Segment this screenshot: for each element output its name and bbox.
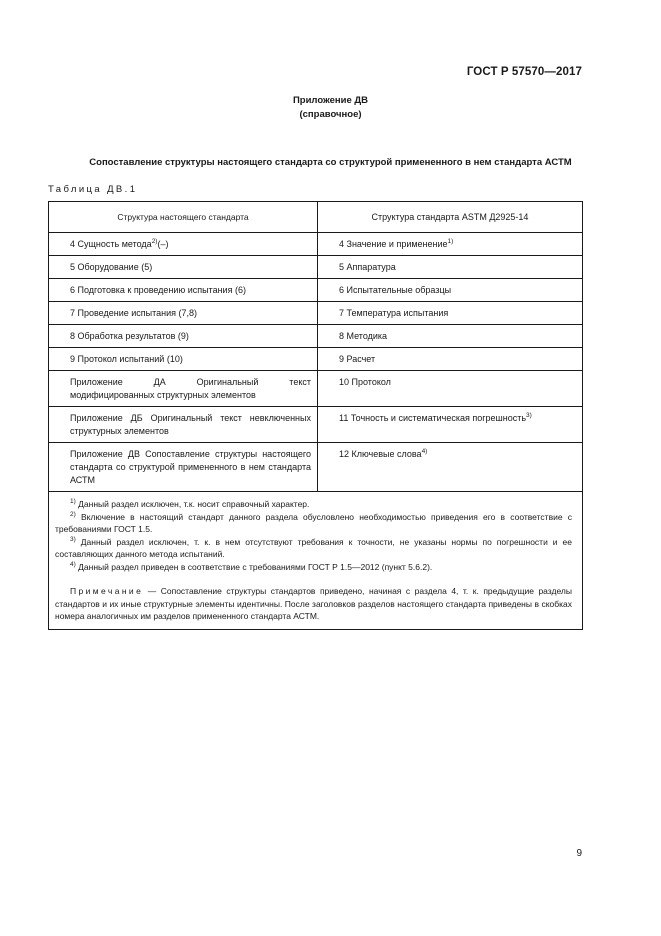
footnote bbox=[55, 561, 572, 574]
comparison-table bbox=[48, 201, 583, 630]
footnote-mark: 3) bbox=[70, 535, 76, 543]
table-cell-left: Приложение ДВ Сопоставление структуры настоящего стандарта со структурой примененного в нем стандарта АСТМ bbox=[49, 443, 318, 492]
table-label: Таблица ДВ.1 bbox=[48, 184, 138, 195]
table-row bbox=[49, 325, 583, 348]
table-cell-right bbox=[318, 407, 583, 443]
annex-title: Приложение ДВ bbox=[292, 95, 369, 106]
document-standard-number: ГОСТ Р 57570—2017 bbox=[466, 66, 582, 78]
table-cell-left: 7 Проведение испытания (7,8) bbox=[49, 302, 318, 325]
note-text: — Сопоставление структуры стандартов приведено, начиная с раздела 4, т. к. предыдущие разделы стандартов и их иные структурные элементы идентичны. После заголовков разделов настоящего стандарта приведены в скобках номера аналогичных им разделов примененного стандарта АСТМ. bbox=[55, 586, 572, 621]
cell-text-tail: (–) bbox=[157, 239, 169, 249]
footnote-mark: 2) bbox=[70, 510, 76, 518]
table-header-row bbox=[49, 202, 583, 233]
table-caption: Сопоставление структуры настоящего стандарта со структурой примененного в нем стандарта АСТМ bbox=[89, 157, 572, 168]
column-header-this-standard: Структура настоящего стандарта bbox=[49, 202, 318, 233]
cell-text: 4 Значение и применение bbox=[339, 239, 448, 249]
footnote-mark: 4) bbox=[421, 448, 428, 455]
table-row bbox=[49, 371, 583, 407]
table-cell-left bbox=[49, 233, 318, 256]
footnote-mark: 1) bbox=[70, 498, 76, 505]
footnote-text: Данный раздел приведен в соответствие с требованиями ГОСТ Р 1.5—2012 (пункт 5.6.2). bbox=[78, 561, 433, 572]
table-cell-right bbox=[318, 443, 583, 492]
annex-subtitle: (справочное) bbox=[299, 109, 362, 120]
footnote-mark: 2) bbox=[151, 238, 158, 245]
table-cell-right: 8 Методика bbox=[318, 325, 583, 348]
table-notes-row bbox=[49, 492, 583, 630]
table-row bbox=[49, 279, 583, 302]
cell-text: 12 Ключевые слова bbox=[339, 449, 422, 459]
cell-text: 11 Точность и систематическая погрешность bbox=[339, 413, 527, 423]
table-row bbox=[49, 256, 583, 279]
footnote-mark: 3) bbox=[526, 412, 532, 419]
table-cell-left: 6 Подготовка к проведению испытания (6) bbox=[49, 279, 318, 302]
table-cell-right: 6 Испытательные образцы bbox=[318, 279, 583, 302]
table-cell-left: 9 Протокол испытаний (10) bbox=[49, 348, 318, 371]
table-row bbox=[49, 302, 583, 325]
table-row bbox=[49, 348, 583, 371]
table-row bbox=[49, 443, 583, 492]
page-number: 9 bbox=[576, 848, 582, 859]
table-cell-left: 8 Обработка результатов (9) bbox=[49, 325, 318, 348]
table-cell-left: Приложение ДБ Оригинальный текст невключенных структурных элементов bbox=[49, 407, 318, 443]
table-notes-cell bbox=[49, 492, 583, 630]
table-cell-left: Приложение ДА Оригинальный текст модифицированных структурных элементов bbox=[49, 371, 318, 407]
table-cell-right: 7 Температура испытания bbox=[318, 302, 583, 325]
table-cell-right: 5 Аппаратура bbox=[318, 256, 583, 279]
column-header-astm-standard: Структура стандарта ASTM Д2925-14 bbox=[318, 202, 583, 233]
table-row bbox=[49, 233, 583, 256]
footnote-text: Данный раздел исключен, т. к. в нем отсутствуют требования к точности, не указаны нормы по погрешности и ее составляющих данного метода испытаний. bbox=[55, 536, 572, 559]
cell-text: 4 Сущность метода bbox=[70, 239, 152, 249]
note-label: Примечание bbox=[70, 586, 144, 596]
table-cell-left: 5 Оборудование (5) bbox=[49, 256, 318, 279]
table-cell-right: 9 Расчет bbox=[318, 348, 583, 371]
footnote bbox=[55, 511, 572, 536]
table-cell-right bbox=[318, 233, 583, 256]
footnote-text: Данный раздел исключен, т.к. носит справочный характер. bbox=[78, 499, 310, 509]
footnote bbox=[55, 498, 572, 511]
footnote-text: Включение в настоящий стандарт данного раздела обусловлено необходимостью приведения его в соответствие с требованиями ГОСТ 1.5. bbox=[55, 511, 572, 534]
footnote-mark: 1) bbox=[447, 238, 454, 245]
footnote bbox=[55, 536, 572, 561]
footnote-mark: 4) bbox=[70, 560, 76, 568]
table-note bbox=[55, 585, 572, 623]
table-cell-right: 10 Протокол bbox=[318, 371, 583, 407]
table-row bbox=[49, 407, 583, 443]
